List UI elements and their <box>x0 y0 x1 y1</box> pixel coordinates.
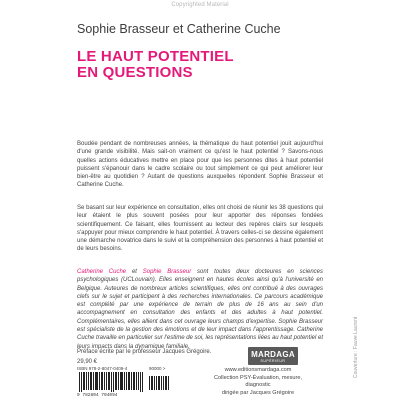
copyright-notice: Copyrighted Material <box>171 2 229 8</box>
publisher-logo-name: MARDAGA <box>251 349 295 359</box>
publisher-info <box>203 367 313 397</box>
publisher-website: www.editionsmardaga.com <box>224 367 292 373</box>
barcode-digits: 9 782804 704094 <box>77 393 118 396</box>
cover-credit-text: Couverture : Fauve Laurent <box>353 316 359 378</box>
author-name-cuche: Catherine Cuche <box>77 269 127 275</box>
barcode-image <box>77 372 177 396</box>
author-name-brasseur: Sophie Brasseur <box>142 269 192 275</box>
author-connector: et <box>126 269 143 275</box>
barcode-block <box>77 366 177 396</box>
author-bio-intro: sont toutes deux docteures en sciences psychologiques (UCLouvain). <box>77 269 323 284</box>
cover-credit <box>353 318 361 378</box>
publisher-logo-tagline: SUPÉRIEUR <box>260 358 286 363</box>
title-line-2: EN QUESTIONS <box>77 64 193 81</box>
book-title <box>77 49 234 81</box>
isbn-label: ISBN 978-2-8047-0409-4 <box>77 366 128 371</box>
book-price: 29,90 € <box>77 359 98 365</box>
barcode-addon: 90000 > <box>149 366 166 371</box>
author-bio-paragraph <box>77 268 323 351</box>
preface-credit: Préface écrite par le professeur Jacques Grégoire. <box>77 349 212 355</box>
summary-paragraph-1: Boudée pendant de nombreuses années, la thématique du haut potentiel jouit aujourd'hui d'une grande visibilité. Mais sait-on vraiment ce qu'est le haut potentiel ? Savons-nous quelles actions éducatives mettre en place pour que les personnes dites à haut potentiel puissent s'épanouir dans le cadre scolaire ou tout simplement ce qui peut améliorer leur bien-être au quotidien ? Autant de questions auxquelles répondent Sophie Brasseur et Catherine Cuche. <box>77 141 323 189</box>
book-authors: Sophie Brasseur et Catherine Cuche <box>77 22 281 36</box>
publisher-director: dirigée par Jacques Grégoire <box>221 389 295 396</box>
publisher-logo <box>248 347 298 365</box>
summary-paragraph-2: Se basant sur leur expérience en consultation, elles ont choisi de réunir les 38 questions qui leur étaient le plus souvent posées pour leur apporter des réponses fondées scientifiquement. Ce faisant, elles fournissent au lecteur des repères clairs sur lesquels s'appuyer pour mieux comprendre le haut potentiel. À travers celles-ci se dessine également une démarche novatrice dans le suivi et la compréhension des personnes à haut potentiel et de leurs besoins. <box>77 205 323 253</box>
title-line-1: LE HAUT POTENTIEL <box>77 48 234 65</box>
author-bio-rest: Elles enseignent en hautes écoles ainsi qu'à l'université en Belgique. Auteures de nombreux articles scientifiques, elles ont contribué à des ouvrages clefs sur le sujet et participent à des recherches internationales. Ce parcours académique est complété par une expérience de terrain de plus de 16 ans au sein d'un accompagnement en consultation des enfants et des adultes à haut potentiel. Complémentaires, elles allient dans cet ouvrage leurs champs d'expertise. Sophie Brasseur est spécialiste de la gestion des émotions et de leur impact dans l'apprentissage. Catherine Cuche travaille en particulier sur l'estime de soi, les représentations liées au haut potentiel et leurs impacts dans la dynamique familiale. <box>77 277 324 350</box>
publisher-collection: Collection PSY-Évaluation, mesure, diagnostic <box>213 374 303 388</box>
